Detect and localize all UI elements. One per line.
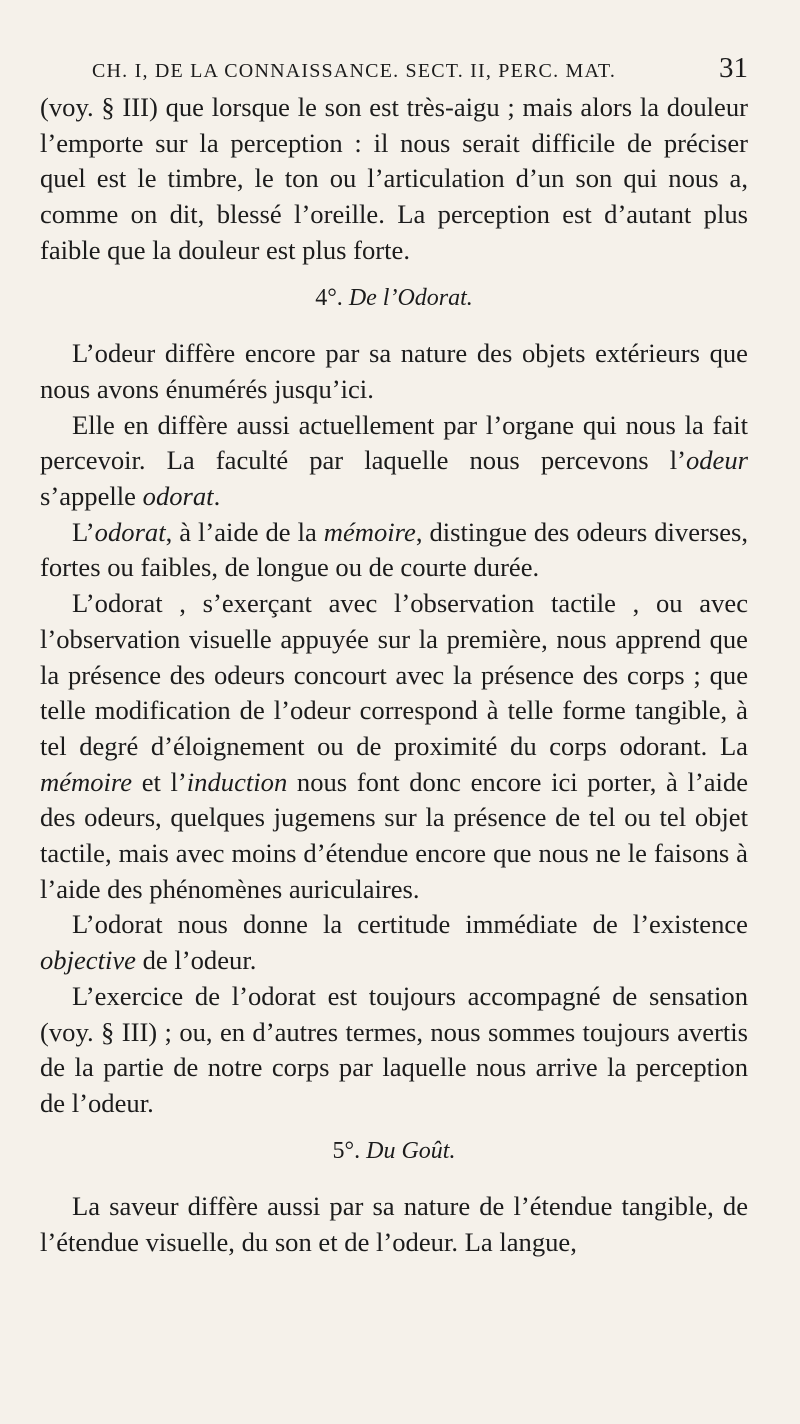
paragraph xyxy=(40,408,748,515)
section-title: De l’Odorat. xyxy=(348,284,473,311)
emphasis: induction xyxy=(186,766,288,797)
section-title: Du Goût. xyxy=(366,1137,456,1164)
paragraph: L’exercice de l’odorat est toujours accompagné de sensation (voy. § III) ; ou, en d’autres termes, nous sommes toujours avertis de la partie de notre corps par laquelle nous arrive la perception de l’odeur. xyxy=(40,980,748,1118)
text-run: . xyxy=(213,481,221,512)
running-title: CH. I, DE LA CONNAISSANCE. SECT. II, PERC. MAT. xyxy=(92,60,617,82)
text-run: L’odorat nous donne la certitude immédiate de l’existence xyxy=(72,909,748,940)
emphasis: mémoire xyxy=(40,766,133,797)
text-run: L’ xyxy=(72,516,95,547)
page-number: 31 xyxy=(719,52,748,84)
text-run: Elle en diffère aussi actuellement par l’organe qui nous la fait percevoir. La faculté par laquelle nous percevons l’ xyxy=(40,409,748,476)
body-text xyxy=(40,90,748,1261)
emphasis: odorat xyxy=(142,481,214,512)
paragraph xyxy=(40,586,748,907)
text-run: de l’odeur. xyxy=(135,945,257,976)
text-run: , distingue des odeurs diverses, fortes ou faibles, de longue ou de courte durée. xyxy=(40,516,749,583)
text-run: , à l’aide de la xyxy=(165,516,324,547)
paragraph xyxy=(40,907,748,978)
paragraph: La saveur diffère aussi par sa nature de l’étendue tangible, de l’étendue visuelle, du son et de l’odeur. La langue, xyxy=(40,1191,748,1258)
paragraph-continuation: (voy. § III) que lorsque le son est très-aigu ; mais alors la douleur l’emporte sur la perception : il nous serait difficile de préciser quel est le timbre, le ton ou l’articulation d’un son qui nous a, comme on dit, blessé l’oreille. La perception est d’autant plus faible que la douleur est plus forte. xyxy=(40,92,748,265)
section-number: 5°. xyxy=(332,1137,361,1164)
section-heading-odorat xyxy=(40,281,748,317)
section-number: 4°. xyxy=(315,284,343,311)
paragraph xyxy=(40,515,748,586)
emphasis: odorat xyxy=(94,516,166,547)
section-heading-gout xyxy=(40,1134,748,1170)
text-run: L’odorat , s’exerçant avec l’observation tactile , ou avec l’observation visuelle appuyée sur la première, nous apprend que la présence des odeurs concourt avec la présence des corps ; que telle modification de l’odeur correspond à telle forme tangible, à tel degré d’éloignement ou de proximité du corps odorant. La xyxy=(40,588,748,761)
emphasis: odeur xyxy=(685,445,748,476)
running-head xyxy=(92,52,748,90)
emphasis: objective xyxy=(40,945,136,976)
emphasis: mémoire xyxy=(323,516,416,547)
text-run: nous font donc encore ici porter, à l’aide des odeurs, quelques jugemens sur la présence de tel ou tel objet tactile, mais avec moins d’étendue encore que nous ne le faisons à l’aide des phénomènes auriculaires. xyxy=(40,766,749,904)
paragraph: L’odeur diffère encore par sa nature des objets extérieurs que nous avons énumérés jusqu’ici. xyxy=(40,338,748,404)
text-run: et l’ xyxy=(132,766,187,797)
text-run: s’appelle xyxy=(40,481,143,512)
